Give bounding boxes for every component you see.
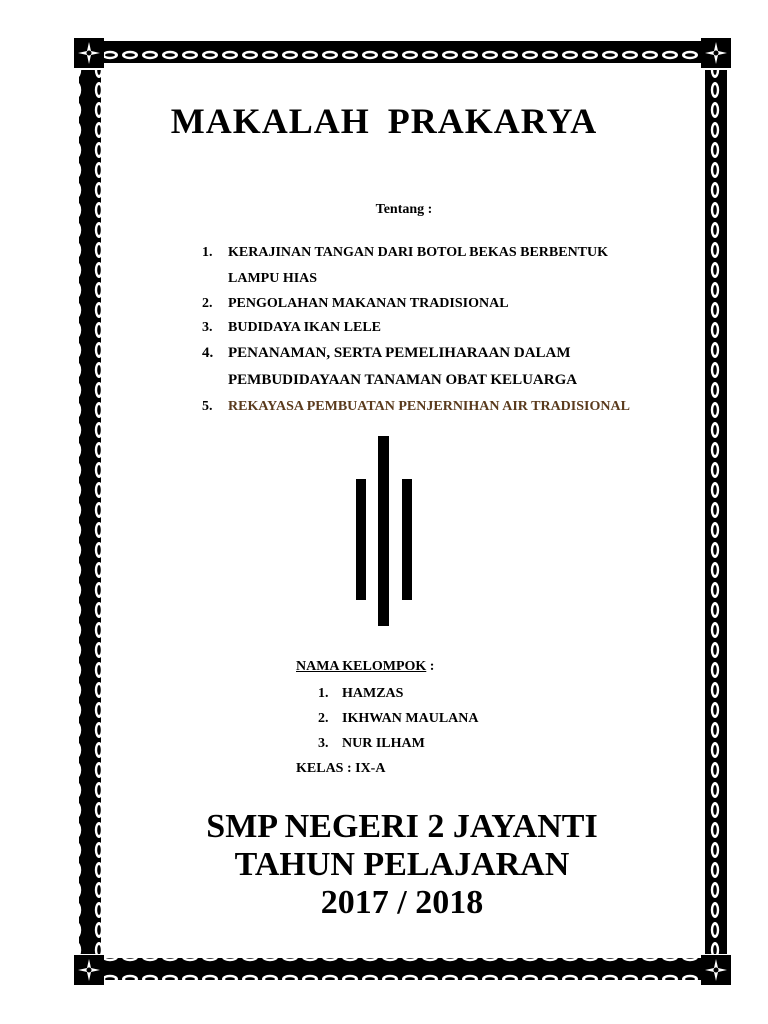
document-title: MAKALAH PRAKARYA [170,101,598,141]
member-number: 1. [318,686,329,701]
topic-number: 1. [202,245,213,260]
group-label: NAMA KELOMPOK [296,659,427,674]
topic-item [202,394,662,420]
group-heading [296,655,479,679]
school-block [0,808,768,922]
member-list [296,681,479,756]
member-name: IKHWAN MAULANA [342,711,479,726]
group-section [296,655,479,782]
member-item [296,731,479,756]
about-label: Tentang : [375,202,433,217]
topic-item [202,240,662,292]
topic-number: 2. [202,296,213,311]
school-year: 2017 / 2018 [320,884,484,921]
topic-text: PENANAMAN, SERTA PEMELIHARAAN DALAM [228,345,571,361]
member-item [296,681,479,706]
topic-number: 4. [202,345,214,361]
member-number: 2. [318,711,329,726]
member-name: NUR ILHAM [342,736,425,751]
member-name: HAMZAS [342,686,404,701]
member-item [296,706,479,731]
topic-text: REKAYASA PEMBUATAN PENJERNIHAN AIR TRADISIONAL [228,399,630,414]
topic-number: 3. [202,320,213,335]
topic-item [202,316,662,340]
topic-item [202,292,662,316]
topic-text: KERAJINAN TANGAN DARI BOTOL BEKAS BERBENTUK [228,245,609,260]
topic-text: BUDIDAYA IKAN LELE [228,320,382,335]
group-colon: : [426,659,435,674]
school-name: SMP NEGERI 2 JAYANTI [206,808,598,845]
class-line: KELAS : IX-A [296,761,386,776]
bars-ornament [356,436,412,626]
topic-list [202,240,662,420]
topic-number: 5. [202,399,213,414]
topic-item [202,340,662,394]
member-number: 3. [318,736,329,751]
topic-text: PEMBUDIDAYAAN TANAMAN OBAT KELUARGA [228,372,578,388]
year-label: TAHUN PELAJARAN [234,846,570,883]
topic-text: LAMPU HIAS [228,271,318,286]
topic-text: PENGOLAHAN MAKANAN TRADISIONAL [228,296,509,311]
